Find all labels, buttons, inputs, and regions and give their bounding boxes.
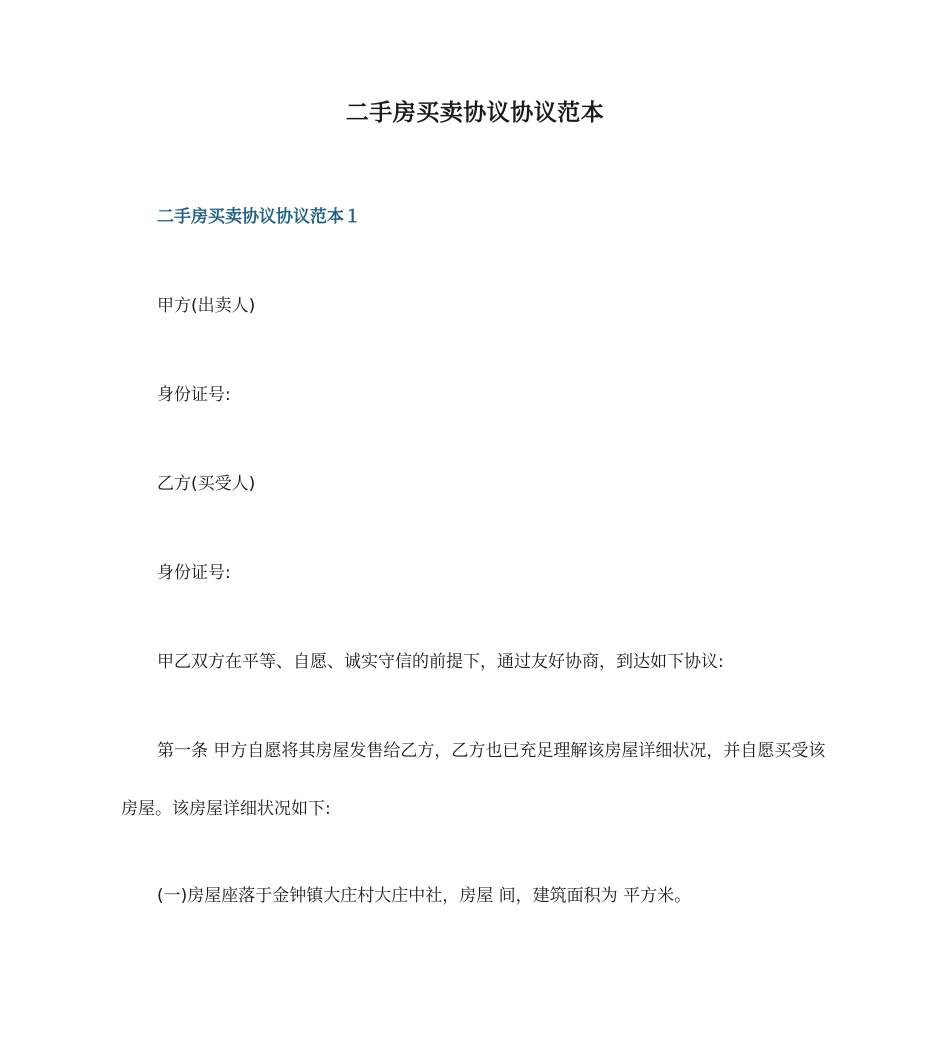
item-1-paragraph: (一)房屋座落于金钟镇大庄村大庄中社，房屋 间，建筑面积为 平方米。 — [157, 886, 692, 906]
party-b-id-line: 身份证号: — [157, 563, 231, 583]
article-1-paragraph: 第一条 甲方自愿将其房屋发售给乙方，乙方也已充足理解该房屋详细状况，并自愿买受该房屋。该房屋详细状况如下: — [121, 741, 826, 819]
section-heading: 二手房买卖协议协议范本１ — [157, 207, 361, 227]
party-a-id-line: 身份证号: — [157, 385, 231, 405]
party-a-line: 甲方(出卖人) — [157, 296, 256, 316]
party-b-line: 乙方(买受人) — [157, 474, 256, 494]
intro-paragraph: 甲乙双方在平等、自愿、诚实守信的前提下，通过友好协商，到达如下协议: — [157, 652, 724, 672]
document-title: 二手房买卖协议协议范本 — [345, 100, 605, 126]
